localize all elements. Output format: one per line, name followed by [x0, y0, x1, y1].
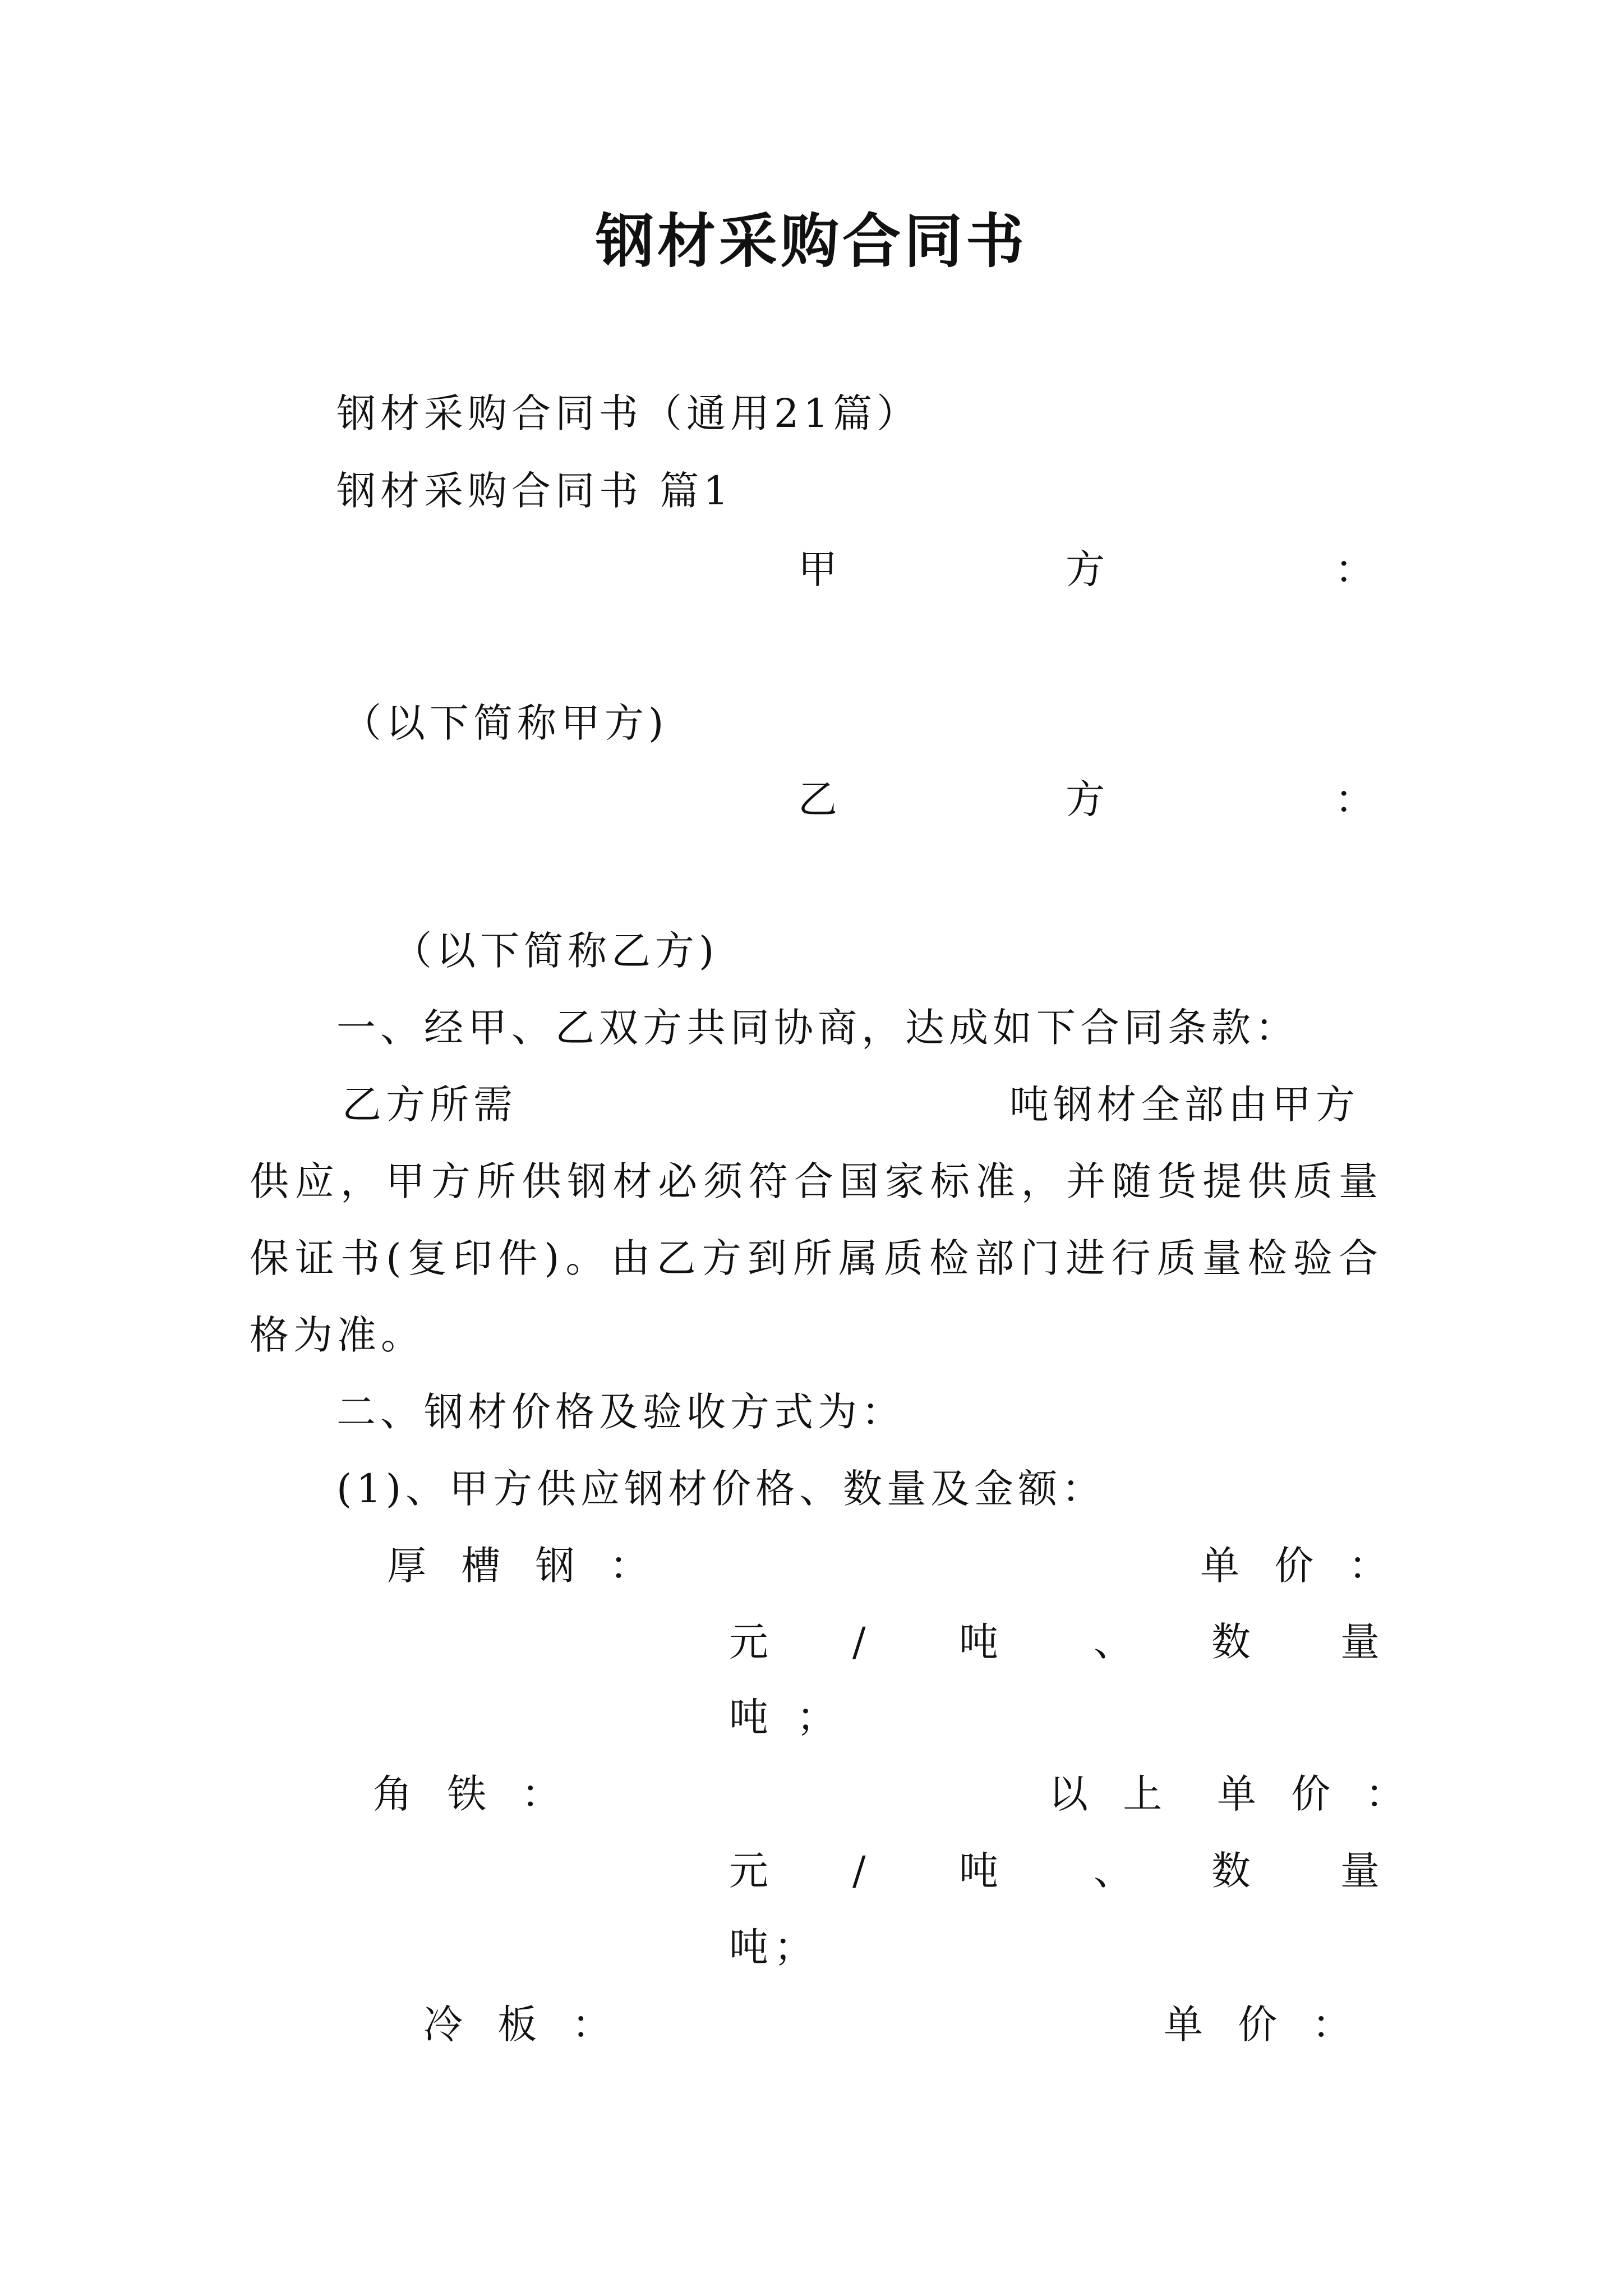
item-2-qty2: 量	[1340, 1848, 1380, 1894]
party-a-abbrev: （以下简称甲方)	[342, 700, 668, 746]
item-2-unit-a: 元	[729, 1848, 768, 1894]
section-2-heading: 二、钢材价格及验收方式为：	[336, 1389, 905, 1435]
item-1-qty2: 量	[1340, 1619, 1380, 1665]
section-1-body-mid: 吨钢材全部由甲方	[1009, 1082, 1359, 1128]
item-1-unit-a: 元	[729, 1619, 768, 1665]
chapter-heading: 钢材采购合同书 篇1	[336, 468, 733, 514]
item-1-unit-b: 吨	[959, 1619, 998, 1665]
party-a-colon: ：	[1335, 546, 1374, 592]
item-2-price-label: 单 价 ：	[1217, 1771, 1416, 1817]
document-title: 钢材采购合同书	[595, 207, 1027, 275]
item-1-tail: 吨 ；	[729, 1694, 844, 1740]
section-2-sub-1: (1)、甲方供应钢材价格、数量及金额：	[336, 1466, 1106, 1512]
section-1-heading: 一、经甲、乙双方共同协商，达成如下合同条款：	[336, 1005, 1299, 1051]
item-3-price-label: 单 价 ：	[1164, 2001, 1363, 2047]
item-2-extra: 以 上	[1049, 1771, 1174, 1817]
party-a-label-1: 甲	[798, 546, 837, 592]
item-1-price-label: 单 价 ：	[1200, 1543, 1399, 1589]
party-a-label-2: 方	[1066, 546, 1105, 592]
item-1-sep: 、	[1094, 1619, 1133, 1665]
item-3-name: 冷 板 ：	[423, 2001, 623, 2047]
item-2-name: 角 铁 ：	[373, 1771, 572, 1817]
party-b-label-2: 方	[1066, 776, 1105, 822]
party-b-abbrev: （以下简称乙方)	[393, 928, 719, 974]
item-1-qty: 数	[1211, 1619, 1251, 1665]
item-2-sep: 、	[1094, 1848, 1133, 1894]
section-1-body: 供应，甲方所供钢材必须符合国家标准，并随货提供质量保证书(复印件)。由乙方到所属质检部门进行质量检验合格为准。	[250, 1158, 1382, 1358]
party-b-label-1: 乙	[798, 776, 837, 822]
item-2-unit-b: 吨	[959, 1848, 998, 1894]
section-1-body-start: 乙方所需	[342, 1082, 517, 1128]
item-1-name: 厚 槽 钢 ：	[387, 1543, 660, 1589]
item-2-tail: 吨；	[729, 1924, 819, 1970]
item-2-slash: /	[852, 1848, 866, 1894]
document-subtitle: 钢材采购合同书（通用21篇）	[336, 390, 921, 436]
party-b-colon: ：	[1335, 776, 1374, 822]
item-2-qty: 数	[1211, 1848, 1251, 1894]
item-1-slash: /	[852, 1619, 866, 1665]
